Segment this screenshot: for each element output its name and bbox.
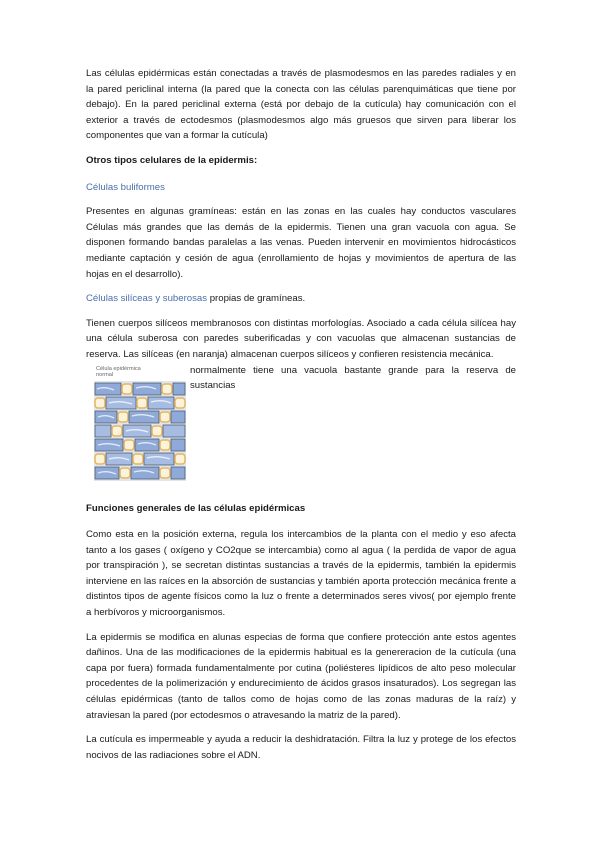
epidermis-figure	[92, 363, 188, 483]
siliceas-suffix: propias de gramíneas.	[207, 293, 306, 305]
figure-row	[86, 363, 516, 483]
heading-funciones: Funciones generales de las células epidérmicas	[86, 502, 306, 514]
epidermis-cells-illustration	[94, 381, 186, 481]
paragraph-cuticula: La cutícula es impermeable y ayuda a reducir la deshidratación. Filtra la luz y protege de los efectos nocivos de las radiaciones sobre el ADN.	[86, 734, 516, 761]
figure-caption	[96, 366, 141, 379]
figure-caption-line2: normal	[96, 372, 114, 378]
subheading-buliformes: Células buliformes	[86, 181, 165, 193]
document-body	[86, 66, 516, 772]
paragraph-modificacion: La epidermis se modifica en alunas especias de forma que confiere protección ante estos agentes dañinos. Una de las modificaciones de la epidermis habitual es la genereracion de la cutícula (una capa por fuera) formada fundamentalmente por cutina (poliésteres lipídicos de alto peso molecular procedentes de la polimerización y endurecimiento de ácidos grasos insaturados). Los segregan las células epidérmicas (tanto de tallos como de hojas como de las zonas maduras de la raíz) y atraviesan la pared (por ectodesmos o atravesando la matriz de la pared).	[86, 631, 516, 721]
figure-side-text: normalmente tiene una vacuola bastante grande para la reserva de sustancias	[190, 364, 516, 392]
figure-caption-line1: Célula epidérmica	[96, 365, 141, 372]
paragraph-plasmodesmos: Las células epidérmicas están conectadas a través de plasmodesmos en las paredes radiales y en la pared periclinal interna (la pared que la conecta con las células parenquimáticas que tiene por debajo). En la pared periclinal externa (está por debajo de la cutícula) hay comunicación con el exterior a través de ectodesmos (plasmodesmos algo más gruesos que sirven para liberar los componentes que van a formar la cutícula)	[86, 68, 516, 142]
paragraph-buliformes: Presentes en algunas gramíneas: están en las zonas en las cuales hay conductos vasculares Células más grandes que las demás de la epidermis. Tienen una gran vacuola con agua. Se disponen formando bandas paralelas a las venas. Pueden intervenir en movimientos hidrocásticos mediante captación y cesión de agua (enrollamiento de hojas y movimientos de apertura de las hojas en el desarrollo).	[86, 206, 516, 280]
subheading-siliceas: Células silíceas y suberosas	[86, 293, 208, 305]
paragraph-funciones: Como esta en la posición externa, regula los intercambios de la planta con el medio y eso afecta tanto a los gases ( oxígeno y CO2que se intercambia) como al agua ( la perdida de vapor de agua por transpiración ), se secretan distintas sustancias a través de la epidermis, también la epidermis interviene en las raíces en la absorción de sustancias y también aporta protección mecánica frente a distintos tipos de agente físicos como la luz o frente a determinados seres vivos( por ejemplo frente a herbívoros y microorganismos.	[86, 529, 516, 619]
subheading-siliceas-line	[86, 291, 516, 307]
heading-otros-tipos: Otros tipos celulares de la epidermis:	[86, 154, 258, 166]
paragraph-siliceas: Tienen cuerpos silíceos membranosos con distintas morfologías. Asociado a cada célula silícea hay una célula suberosa con paredes suberificadas y con vacuolas que almacenan sustancias de reserva. Las silíceas (en naranja) almacenan cuerpos silíceos y confieren resistencia mecánica.	[86, 317, 516, 360]
